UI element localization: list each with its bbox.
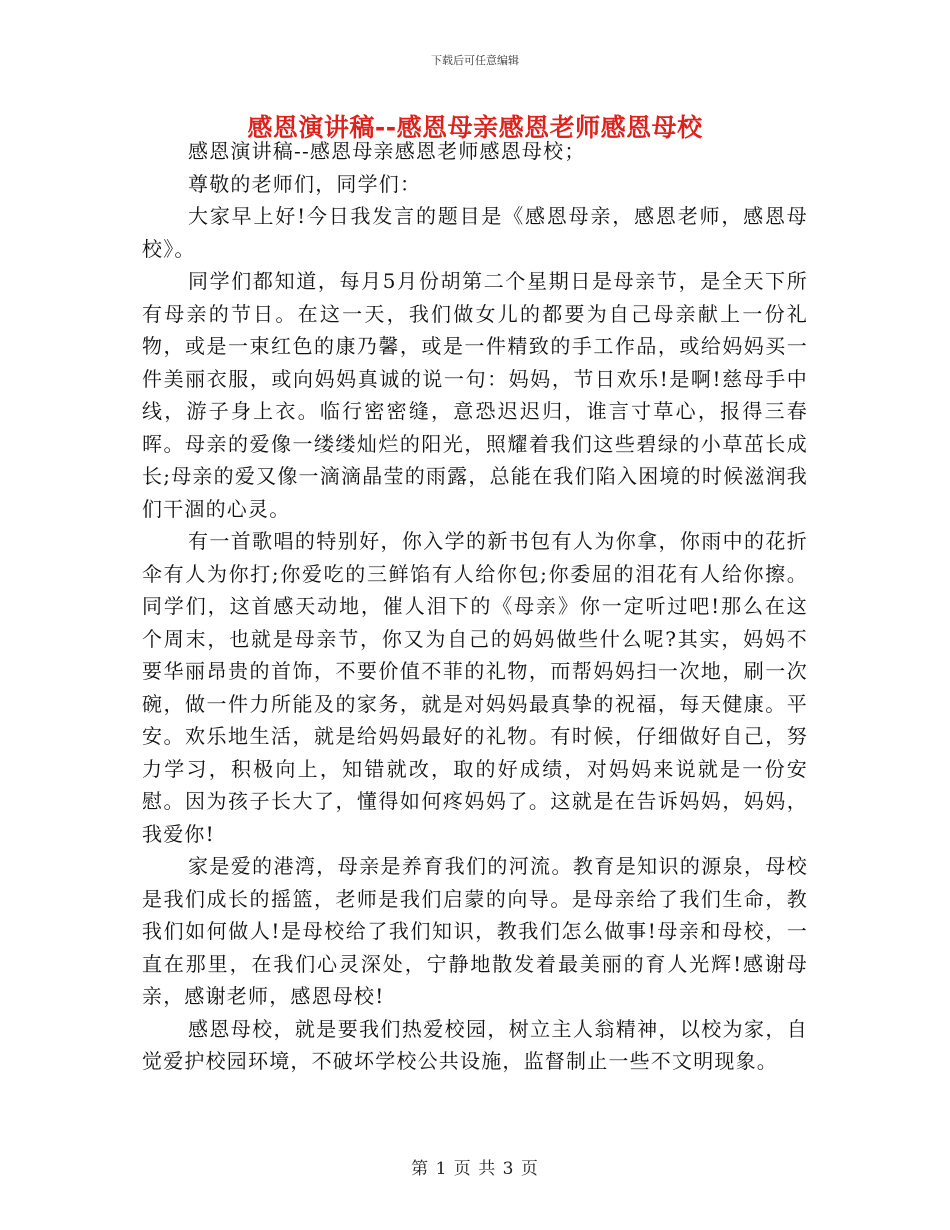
paragraph-home: 家是爱的港湾，母亲是养育我们的河流。教育是知识的源泉，母校是我们成长的摇篮，老师是我们启蒙的向导。是母亲给了我们生命，教我们如何做人!是母校给了我们知识，教我们怎么做事!母亲和母校，一直在那里，在我们心灵深处，宁静地散发着最美丽的育人光辉!感谢母亲，感谢老师，感恩母校! (142, 854, 808, 1008)
document-title: 感恩演讲稿--感恩母亲感恩老师感恩母校 (247, 113, 703, 142)
page-header-note: 下载后可任意编辑 (431, 54, 519, 67)
document-body (142, 135, 808, 1078)
paragraph-school: 感恩母校，就是要我们热爱校园，树立主人翁精神，以校为家，自觉爱护校园环境，不破坏学校公共设施，监督制止一些不文明现象。 (142, 1016, 808, 1073)
paragraph-intro: 大家早上好!今日我发言的题目是《感恩母亲，感恩老师，感恩母校》。 (142, 204, 808, 261)
paragraph-mothers-day: 同学们都知道，每月5月份胡第二个星期日是母亲节，是全天下所有母亲的节日。在这一天，我们做女儿的都要为自己母亲献上一份礼物，或是一束红色的康乃馨，或是一件精致的手工作品，或给妈妈买一件美丽衣服，或向妈妈真诚的说一句：妈妈，节日欢乐!是啊!慈母手中线，游子身上衣。临行密密缝，意恐迟迟归，谁言寸草心，报得三春晖。母亲的爱像一缕缕灿烂的阳光，照耀着我们这些碧绿的小草茁长成长;母亲的爱又像一滴滴晶莹的雨露，总能在我们陷入困境的时候滋润我们干涸的心灵。 (142, 269, 808, 521)
paragraph-song: 有一首歌唱的特别好，你入学的新书包有人为你拿，你雨中的花折伞有人为你打;你爱吃的三鲜馅有人给你包;你委屈的泪花有人给你擦。同学们，这首感天动地，催人泪下的《母亲》你一定听过吧!那么在这个周末，也就是母亲节，你又为自己的妈妈做些什么呢?其实，妈妈不要华丽昂贵的首饰，不要价值不菲的礼物，而帮妈妈扫一次地，刷一次碗，做一件力所能及的家务，就是对妈妈最真挚的祝福，每天健康。平安。欢乐地生活，就是给妈妈最好的礼物。有时候，仔细做好自己，努力学习，积极向上，知错就改，取的好成绩，对妈妈来说就是一份安慰。因为孩子长大了，懂得如何疼妈妈了。这就是在告诉妈妈，妈妈，我爱你! (142, 529, 808, 846)
paragraph-subtitle: 感恩演讲稿--感恩母亲感恩老师感恩母校； (188, 139, 586, 163)
page-number: 第 1 页 共 3 页 (411, 1159, 539, 1179)
paragraph-greeting: 尊敬的老师们，同学们： (188, 171, 422, 196)
